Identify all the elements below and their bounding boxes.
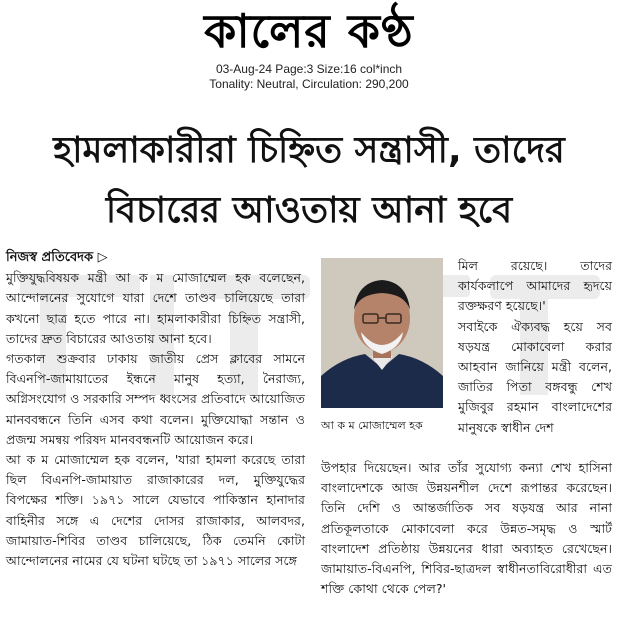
byline: নিজস্ব প্রতিবেদক ▷ [6,250,108,265]
body-paragraph: গতকাল শুক্রবার ঢাকায় জাতীয় প্রেস ক্লাবের সামনে বিএনপি-জামায়াতের ইন্ধনে মানুষ হত্যা, নৈরাজ্য, অগ্নিসংযোগ ও সরকারি সম্পদ ধ্বংসের প্রতিবাদে আয়োজিত মানববন্ধনে তিনি এসব কথা বলেন। মুক্তিযোদ্ধা সন্তান ও প্রজন্ম সমন্বয় পরিষদ মানববন্ধনটি আয়োজন করে। [6,351,305,447]
headline-line-1: হামলাকারীরা চিহ্নিত সন্ত্রাসী, তাদের [53,130,565,171]
body-paragraph: সবাইকে ঐক্যবদ্ধ হয়ে সব ষড়যন্ত্র মোকাবেলা করার আহবান জানিয়ে মন্ত্রী বলেন, জাতির পিতা বঙ্গবন্ধু শেখ মুজিবুর রহমান বাংলাদেশের মানুষকে স্বাধীন দেশ [458,318,612,435]
article-column-right [321,458,612,599]
clip-meta-line-1: 03-Aug-24 Page:3 Size:16 col*inch [215,62,403,76]
portrait-illustration [321,258,443,408]
headline-line-2: বিচারের আওতায় আনা হবে [105,190,513,231]
body-paragraph: উপহার দিয়েছেন। আর তাঁর সুযোগ্য কন্যা শেখ হাসিনা বাংলাদেশকে আজ উন্নয়নশীল দেশে রূপান্তর করেছেন। তিনি দেশি ও আন্তর্জাতিক সব ষড়যন্ত্র আর নানা প্রতিকূলতাকে মোকাবেলা করে উন্নত-সমৃদ্ধ ও স্মার্ট বাংলাদেশ প্রতিষ্ঠায় উন্নয়নের ধারা অব্যাহত রেখেছেন। জামায়াত-বিএনপি, শিবির-ছাত্রদল স্বাধীনতাবিরোধীরা এত শক্তি কোথা থেকে পেল?' [321,460,612,597]
body-paragraph: আ ক ম মোজাম্মেল হক বলেন, 'যারা হামলা করেছে তারা ছিল বিএনপি-জামায়াত রাজাকারের দল, মুক্তিযুদ্ধের বিপক্ষের শক্তি। ১৯৭১ সালে যেভাবে পাকিস্তান হানাদার বাহিনীর সঙ্গে এ দেশের দোসর রাজাকার, আলবদর, জামায়াত-শিবির তাণ্ডব চালিয়েছে, ঠিক তেমনি কোটা আন্দোলনের নামের যে ঘটনা ঘটছে তা ১৯৭১ সালের সঙ্গে [6,452,305,569]
body-paragraph: মিল রয়েছে। তাদের কার্যকলাপে আমাদের হৃদয়ে রক্তক্ষরণ হয়েছে।' [458,258,612,314]
body-paragraph: মুক্তিযুদ্ধবিষয়ক মন্ত্রী আ ক ম মোজাম্মেল হক বলেছেন, আন্দোলনের সুযোগে যারা দেশে তাণ্ডব চালিয়েছে তারা কখনো ছাত্র হতে পারে না। হামলাকারীরা চিহ্নিত সন্ত্রাসী, তাদের দ্রুত বিচারের আওতায় আনা হবে। [6,270,305,346]
portrait-photo [321,258,443,408]
article-column-left [6,248,305,571]
clip-meta-line-2: Tonality: Neutral, Circulation: 290,200 [209,77,409,91]
article-column-mid-right [458,256,612,438]
masthead-logo: কালের কণ্ঠ [204,4,414,58]
photo-caption: আ ক ম মোজাম্মেল হক [321,419,423,432]
